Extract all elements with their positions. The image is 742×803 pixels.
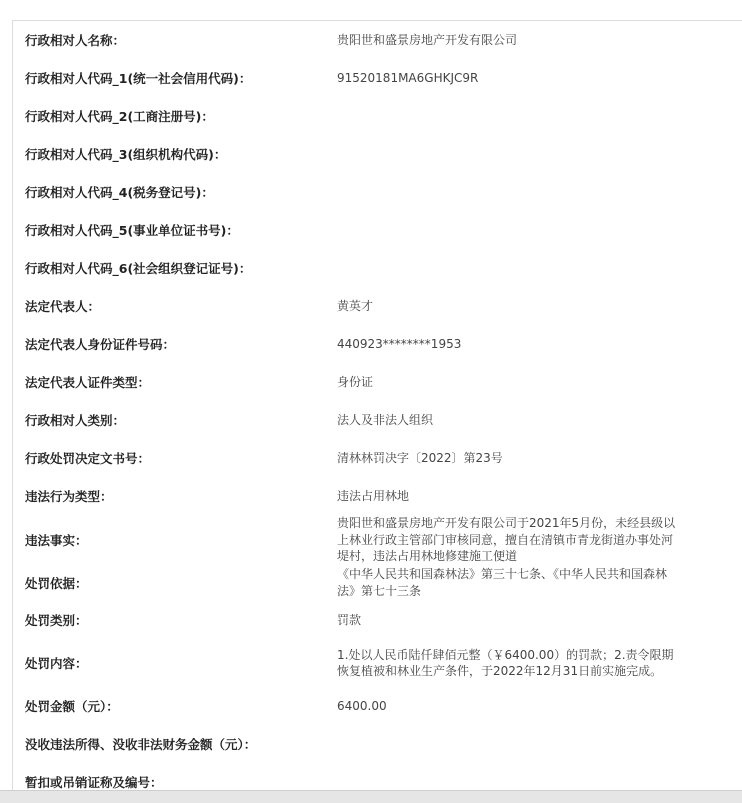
field-row [25, 106, 725, 126]
field-label: 行政相对人代码_1(统一社会信用代码)： [25, 71, 252, 86]
field-row [25, 515, 725, 565]
field-value: 清林林罚决字〔2022〕第23号 [337, 450, 503, 465]
field-value: 贵阳世和盛景房地产开发有限公司 [337, 32, 518, 47]
field-label: 法定代表人证件类型： [25, 375, 151, 390]
field-label: 行政相对人类别： [25, 413, 126, 428]
field-row [25, 448, 725, 468]
field-label: 没收违法所得、没收非法财务金额（元）： [25, 737, 257, 752]
field-value: 贵阳世和盛景房地产开发有限公司于2021年5月份，未经县级以上林业行政主管部门审核同意，擅自在清镇市青龙街道办事处河堤村，违法占用林地修建施工便道 [337, 516, 676, 564]
field-row [25, 566, 725, 599]
field-row [25, 486, 725, 506]
field-row [25, 610, 725, 630]
field-label: 行政相对人代码_2(工商注册号)： [25, 109, 214, 124]
field-value: 1.处以人民币陆仟肆佰元整（￥6400.00）的罚款；2.责令限期恢复植被和林业生产条件，于2022年12月31日前实施完成。 [337, 647, 674, 678]
field-label: 处罚内容： [25, 656, 88, 671]
field-label: 法定代表人： [25, 299, 101, 314]
field-row [25, 372, 725, 392]
field-row [25, 296, 725, 316]
field-label: 处罚金额（元）： [25, 699, 119, 714]
field-row [25, 410, 725, 430]
field-label: 行政相对人代码_5(事业单位证书号)： [25, 223, 239, 238]
field-row [25, 734, 725, 754]
field-value: 违法占用林地 [337, 488, 410, 503]
field-row [25, 638, 725, 688]
field-label: 法定代表人身份证件号码： [25, 337, 176, 352]
field-value: 《中华人民共和国森林法》第三十七条、《中华人民共和国森林法》第七十三条 [337, 567, 668, 598]
field-label: 违法行为类型： [25, 489, 113, 504]
field-row [25, 696, 725, 716]
field-label: 行政相对人代码_6(社会组织登记证号)： [25, 261, 252, 276]
field-value: 黄英才 [337, 298, 374, 313]
field-label: 行政相对人代码_3(组织机构代码)： [25, 147, 227, 162]
field-label: 处罚依据： [25, 575, 88, 591]
field-row [25, 144, 725, 164]
field-value: 440923********1953 [337, 336, 462, 351]
field-label: 暂扣或吊销证称及编号： [25, 775, 163, 790]
field-row [25, 220, 725, 240]
record-panel [12, 20, 742, 802]
horizontal-scrollbar[interactable] [0, 790, 742, 803]
field-row [25, 30, 725, 50]
field-row [25, 182, 725, 202]
field-label: 行政处罚决定文书号： [25, 451, 151, 466]
field-value: 身份证 [337, 374, 374, 389]
field-label: 行政相对人名称： [25, 33, 126, 48]
field-row [25, 772, 725, 792]
field-row [25, 258, 725, 278]
field-row [25, 334, 725, 354]
field-value: 6400.00 [337, 698, 387, 713]
field-value: 法人及非法人组织 [337, 412, 434, 427]
field-value: 罚款 [337, 612, 362, 627]
field-label: 行政相对人代码_4(税务登记号)： [25, 185, 214, 200]
field-row [25, 68, 725, 88]
field-value: 91520181MA6GHKJC9R [337, 70, 479, 85]
field-label: 违法事实： [25, 533, 88, 548]
field-label: 处罚类别： [25, 613, 88, 628]
